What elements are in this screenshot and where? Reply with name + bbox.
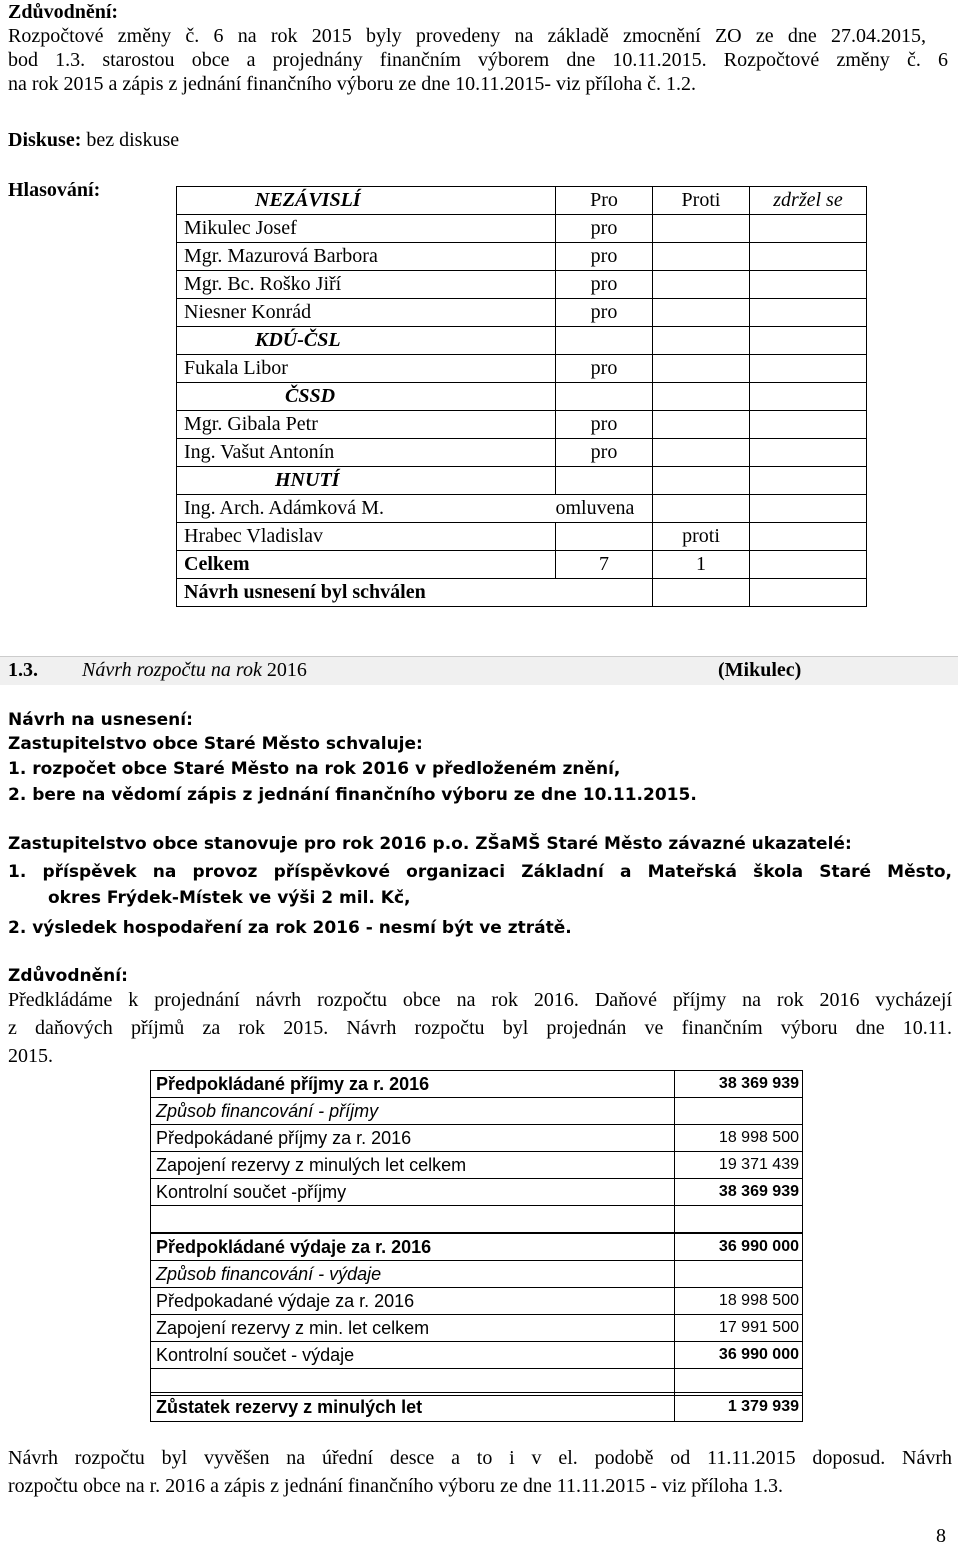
vote-pro: pro: [556, 411, 653, 439]
vote-proti: [653, 495, 750, 523]
voting-row: [177, 495, 867, 523]
expense-value: 36 990 000: [675, 1342, 803, 1369]
vote-zdrzel: [750, 243, 867, 271]
expense-row: [151, 1288, 803, 1315]
group-hnuti: HNUTÍ: [177, 467, 556, 495]
expense-value: 36 990 000: [675, 1234, 803, 1261]
total-proti: 1: [653, 551, 750, 579]
income-label: [151, 1206, 675, 1233]
vote-zdrzel: [750, 523, 867, 551]
resolution-sets-item-2: 2. výsledek hospodaření za rok 2016 - nesmí být ve ztrátě.: [8, 918, 572, 938]
group-cssd: ČSSD: [177, 383, 556, 411]
income-value: 19 371 439: [675, 1152, 803, 1179]
vote-pro: [556, 523, 653, 551]
vote-pro: omluvena: [556, 495, 653, 523]
income-row: [151, 1206, 803, 1233]
vote-pro: pro: [556, 439, 653, 467]
vote-zdrzel: [750, 355, 867, 383]
discussion-text: bez diskuse: [81, 129, 180, 151]
income-value: 18 998 500: [675, 1125, 803, 1152]
voting-result-row: [177, 579, 867, 607]
member-name: Ing. Arch. Adámková M.: [177, 495, 556, 523]
resolution-item-1: 1. rozpočet obce Staré Město na rok 2016 v předloženém znění,: [8, 759, 621, 779]
vote-zdrzel: [750, 271, 867, 299]
vote-zdrzel: [750, 299, 867, 327]
voting-group-row: [177, 467, 867, 495]
voting-row: [177, 355, 867, 383]
vote-pro: pro: [556, 243, 653, 271]
income-row: [151, 1179, 803, 1206]
justification-heading: Zdůvodnění:: [8, 1, 119, 23]
voting-row: [177, 243, 867, 271]
vote-proti: proti: [653, 523, 750, 551]
income-value: [675, 1098, 803, 1125]
page-number: 8: [936, 1525, 946, 1547]
resolution-item-2: 2. bere na vědomí zápis z jednání finančního výboru ze dne 10.11.2015.: [8, 785, 697, 805]
member-name: Mgr. Gibala Petr: [177, 411, 556, 439]
resolution-sets: Zastupitelstvo obce stanovuje pro rok 2016 p.o. ZŠaMŠ Staré Město závazné ukazatelé:: [8, 834, 852, 854]
vote-zdrzel: [750, 495, 867, 523]
income-label: Způsob financování - příjmy: [151, 1098, 675, 1125]
expense-label: Způsob financování - výdaje: [151, 1261, 675, 1288]
income-row: [151, 1098, 803, 1125]
justification-line-3: na rok 2015 a zápis z jednání finančního výboru ze dne 10.11.2015- viz příloha č. 1.2.: [8, 73, 696, 95]
header-zdrzel: zdržel se: [750, 187, 867, 215]
total-zdrzel: [750, 551, 867, 579]
member-name: Hrabec Vladislav: [177, 523, 556, 551]
voting-row: [177, 523, 867, 551]
member-name: Niesner Konrád: [177, 299, 556, 327]
expense-table: [150, 1233, 803, 1396]
income-row: [151, 1125, 803, 1152]
reserve-table: [150, 1392, 803, 1422]
expense-value: [675, 1261, 803, 1288]
total-pro: 7: [556, 551, 653, 579]
footer-line-1: Návrh rozpočtu byl vyvěšen na úřední desce a to i v el. podobě od 11.11.2015 doposud. Návrh: [8, 1447, 952, 1469]
section-title-text: Návrh rozpočtu na rok: [82, 659, 262, 681]
member-name: Mgr. Mazurová Barbora: [177, 243, 556, 271]
vote-proti: [653, 411, 750, 439]
justification-line-1: Rozpočtové změny č. 6 na rok 2015 byly provedeny na základě zmocnění ZO ze dne 27.04.2015,: [8, 25, 926, 47]
resolution-approves: Zastupitelstvo obce Staré Město schvaluje:: [8, 734, 423, 754]
section-title-year: 2016: [261, 659, 307, 681]
income-label: Kontrolní součet -příjmy: [151, 1179, 675, 1206]
vote-proti: [653, 439, 750, 467]
voting-header-row: [177, 187, 867, 215]
expense-label: Předpokadané výdaje za r. 2016: [151, 1288, 675, 1315]
justification-line-2: bod 1.3. starostou obce a projednány finančním výborem dne 10.11.2015. Rozpočtové změny č. 6: [8, 49, 948, 71]
vote-zdrzel: [750, 411, 867, 439]
voting-row: [177, 299, 867, 327]
voting-total-row: [177, 551, 867, 579]
income-table: [150, 1070, 803, 1233]
expense-label: Předpokládané výdaje za r. 2016: [151, 1234, 675, 1261]
resolution-sets-item-1b: okres Frýdek-Místek ve výši 2 mil. Kč,: [48, 888, 411, 908]
income-row: [151, 1152, 803, 1179]
expense-value: 17 991 500: [675, 1315, 803, 1342]
member-name: Ing. Vašut Antonín: [177, 439, 556, 467]
justification2-line-1: Předkládáme k projednání návrh rozpočtu obce na rok 2016. Daňové příjmy na rok 2016 vycházejí: [8, 989, 952, 1011]
section-number: 1.3.: [8, 659, 38, 681]
member-name: Mgr. Bc. Roško Jiří: [177, 271, 556, 299]
income-label: Předpokádané příjmy za r. 2016: [151, 1125, 675, 1152]
section-title: [82, 658, 307, 682]
discussion-label: Diskuse:: [8, 129, 82, 151]
vote-pro: pro: [556, 355, 653, 383]
expense-row: [151, 1261, 803, 1288]
voting-label: Hlasování:: [8, 179, 101, 201]
vote-pro: pro: [556, 271, 653, 299]
justification2-line-2: z daňových příjmů za rok 2015. Návrh rozpočtu byl projednán ve finančním výboru dne 10.11.: [8, 1017, 952, 1039]
expense-row: [151, 1315, 803, 1342]
voting-table: [176, 186, 867, 607]
income-label: Zapojení rezervy z minulých let celkem: [151, 1152, 675, 1179]
header-pro: Pro: [556, 187, 653, 215]
justification2-line-3: 2015.: [8, 1045, 53, 1067]
voting-group-row: [177, 383, 867, 411]
vote-proti: [653, 299, 750, 327]
expense-label: Zapojení rezervy z min. let celkem: [151, 1315, 675, 1342]
reserve-row: [151, 1393, 803, 1422]
vote-proti: [653, 243, 750, 271]
income-value: 38 369 939: [675, 1179, 803, 1206]
member-name: Mikulec Josef: [177, 215, 556, 243]
footer-line-2: rozpočtu obce na r. 2016 a zápis z jednání finančního výboru ze dne 11.11.2015 - viz příloha 1.3.: [8, 1475, 783, 1497]
resolution-sets-item-1: 1. příspěvek na provoz příspěvkové organizaci Základní a Mateřská škola Staré Město,: [8, 862, 952, 882]
vote-zdrzel: [750, 439, 867, 467]
voting-row: [177, 439, 867, 467]
voting-result: Návrh usnesení byl schválen: [177, 579, 556, 607]
expense-row: [151, 1234, 803, 1261]
income-row: [151, 1071, 803, 1098]
discussion: [8, 128, 179, 152]
member-name: Fukala Libor: [177, 355, 556, 383]
vote-proti: [653, 355, 750, 383]
group-kdu-csl: KDÚ-ČSL: [177, 327, 556, 355]
income-value: [675, 1206, 803, 1233]
group-nezavisli: NEZÁVISLÍ: [177, 187, 556, 215]
voting-row: [177, 271, 867, 299]
expense-label: Kontrolní součet - výdaje: [151, 1342, 675, 1369]
vote-pro: pro: [556, 215, 653, 243]
section-presenter: (Mikulec): [718, 659, 802, 681]
vote-proti: [653, 215, 750, 243]
voting-row: [177, 411, 867, 439]
income-value: 38 369 939: [675, 1071, 803, 1098]
reserve-label: Zůstatek rezervy z minulých let: [151, 1393, 675, 1422]
vote-proti: [653, 271, 750, 299]
expense-value: 18 998 500: [675, 1288, 803, 1315]
voting-group-row: [177, 327, 867, 355]
header-proti: Proti: [653, 187, 750, 215]
total-label: Celkem: [177, 551, 556, 579]
vote-pro: pro: [556, 299, 653, 327]
reserve-value: 1 379 939: [675, 1393, 803, 1422]
justification2-heading: Zdůvodnění:: [8, 966, 128, 986]
voting-row: [177, 215, 867, 243]
vote-zdrzel: [750, 215, 867, 243]
income-label: Předpokládané příjmy za r. 2016: [151, 1071, 675, 1098]
expense-row: [151, 1342, 803, 1369]
resolution-label: Návrh na usnesení:: [8, 710, 193, 730]
